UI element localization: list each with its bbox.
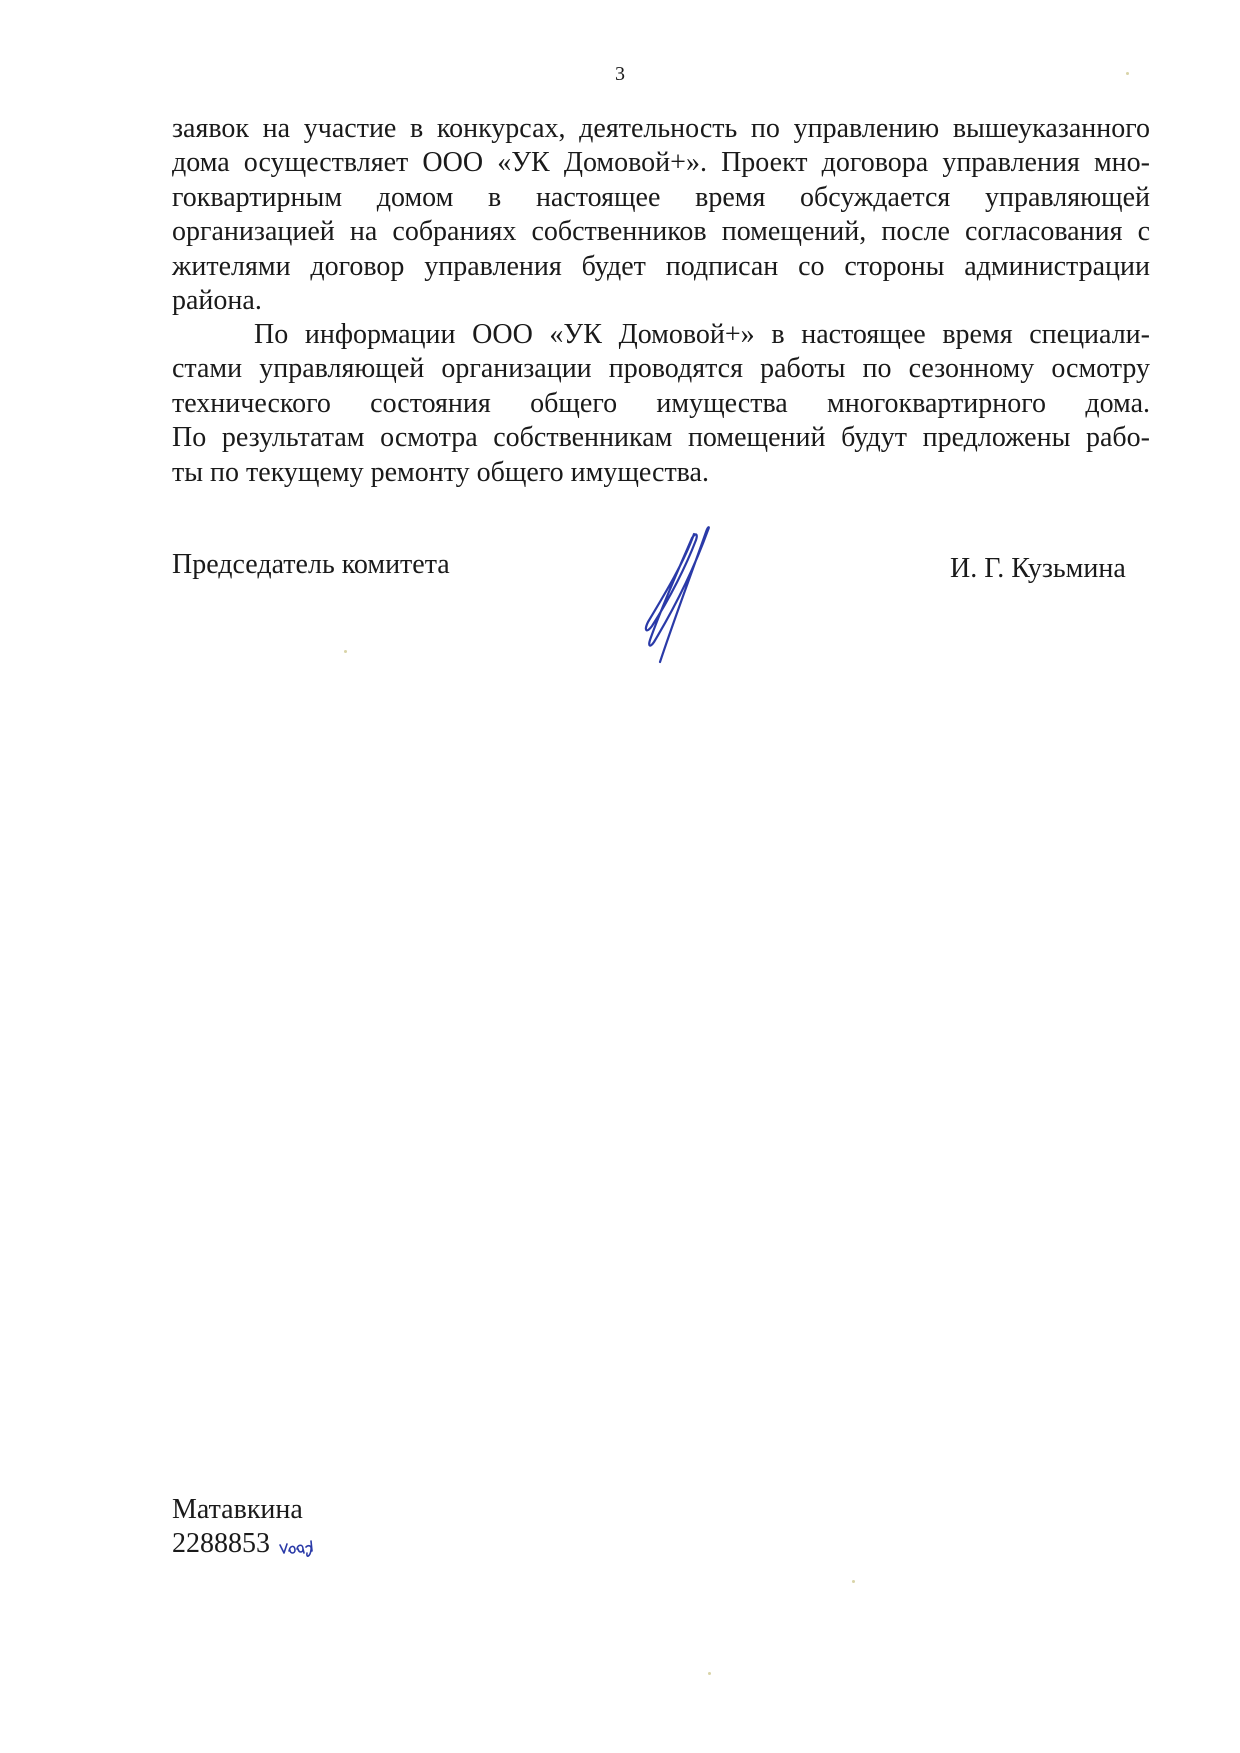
scan-speck xyxy=(852,1580,855,1583)
paragraph-2-line: По результатам осмотра собственникам помещений будут предложены рабо- xyxy=(172,422,1150,454)
page-number: 3 xyxy=(615,63,625,85)
paragraph-1 xyxy=(172,112,1150,318)
paragraph-1-line: жителями договор управления будет подписан со стороны администрации xyxy=(172,250,1150,282)
paragraph-2-line: стами управляющей организации проводятся работы по сезонному осмотру xyxy=(172,353,1150,385)
paragraph-2 xyxy=(172,318,1150,490)
paragraph-1-line: организацией на собраниях собственников помещений, после согласования с xyxy=(172,216,1150,248)
scan-speck xyxy=(1126,72,1129,75)
executor-name: Матавкина xyxy=(172,1494,303,1525)
scan-speck xyxy=(344,650,347,653)
paragraph-2-line: ты по текущему ремонту общего имущества. xyxy=(172,456,709,488)
executor-phone: 2288853 xyxy=(172,1528,270,1559)
handwritten-initials xyxy=(278,1533,320,1559)
paragraph-2-line: По информации ООО «УК Домовой+» в настоящее время специали- xyxy=(254,319,1150,350)
executor-phone-row xyxy=(172,1527,320,1561)
handwritten-signature xyxy=(636,522,736,672)
paragraph-1-line: гоквартирным домом в настоящее время обсуждается управляющей xyxy=(172,181,1150,213)
executor-block xyxy=(172,1493,320,1561)
paragraph-1-line: района. xyxy=(172,285,262,317)
paragraph-1-line: заявок на участие в конкурсах, деятельность по управлению вышеуказанного xyxy=(172,113,1150,144)
paragraph-2-line: технического состояния общего имущества многоквартирного дома. xyxy=(172,387,1150,419)
paragraph-1-line: дома осуществляет ООО «УК Домовой+». Проект договора управления мно- xyxy=(172,147,1150,179)
signatory-name: И. Г. Кузьмина xyxy=(950,553,1126,584)
signatory-title: Председатель комитета xyxy=(172,549,450,580)
scan-speck xyxy=(708,1672,711,1675)
